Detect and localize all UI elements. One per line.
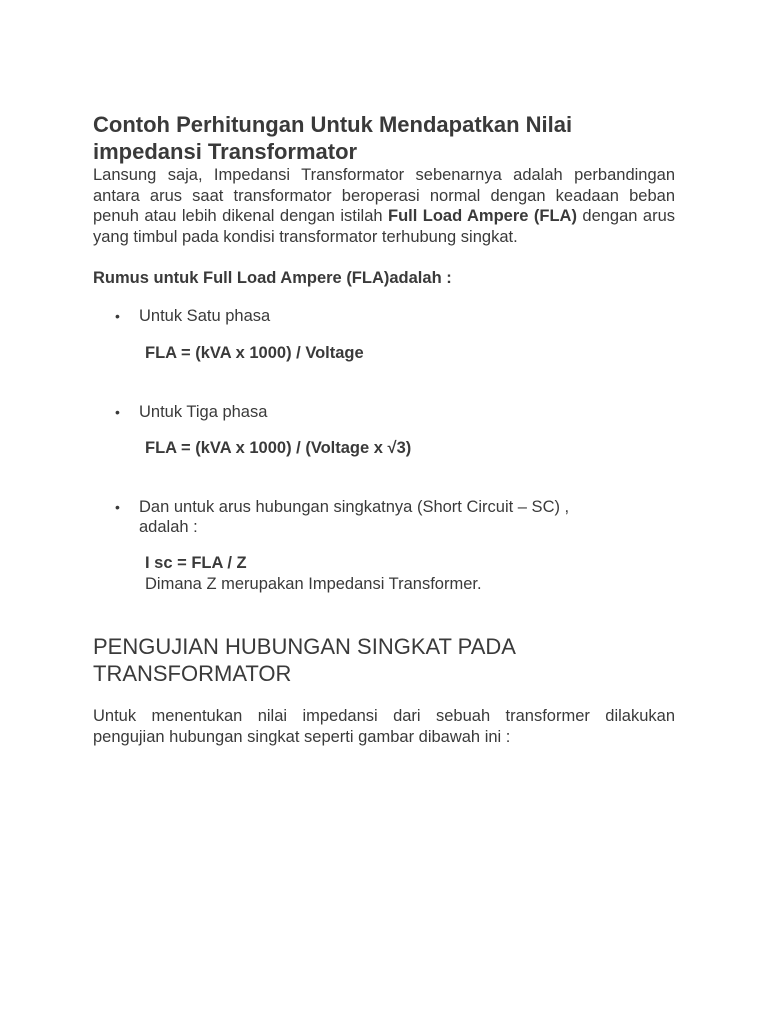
list-item-short-circuit bbox=[93, 497, 675, 538]
bullet-icon: • bbox=[115, 498, 120, 515]
formula-tiga-phasa: FLA = (kVA x 1000) / (Voltage x √3) bbox=[145, 439, 412, 458]
bullet-icon: • bbox=[115, 403, 120, 420]
formula-note: Dimana Z merupakan Impedansi Transformer. bbox=[145, 574, 482, 593]
page-title-line1: Contoh Perhitungan Untuk Mendapatkan Nilai bbox=[93, 112, 573, 137]
list-item-label-line1: Dan untuk arus hubungan singkatnya (Short Circuit – SC) , bbox=[139, 497, 570, 516]
intro-text: Lansung saja, Impedansi Transformator sebenarnya adalah perbandingan antara arus saat transformator beroperasi normal dengan keadaan beban penuh atau lebih dikenal dengan istilah bbox=[93, 166, 675, 226]
list-item-tiga-phasa bbox=[93, 402, 675, 423]
formula-short-circuit: I sc = FLA / Z bbox=[145, 553, 247, 572]
bullet-icon: • bbox=[115, 308, 120, 325]
list-item-label-line2: adalah : bbox=[139, 518, 198, 537]
formula-satu-phasa: FLA = (kVA x 1000) / Voltage bbox=[145, 343, 364, 362]
rumus-heading: Rumus untuk Full Load Ampere (FLA)adalah : bbox=[93, 269, 452, 288]
final-paragraph: Untuk menentukan nilai impedansi dari sebuah transformer dilakukan pengujian hubungan singkat seperti gambar dibawah ini : bbox=[93, 707, 675, 746]
intro-paragraph bbox=[93, 165, 675, 247]
list-item-label: Untuk Tiga phasa bbox=[139, 402, 268, 421]
page-title bbox=[93, 111, 675, 165]
intro-bold-term: Full Load Ampere (FLA) bbox=[388, 207, 577, 226]
intro-text-end: dengan arus yang timbul pada kondisi transformator terhubung singkat. bbox=[93, 207, 675, 246]
section-heading-line2: TRANSFORMATOR bbox=[93, 661, 292, 687]
page-title-line2: impedansi Transformator bbox=[93, 139, 358, 164]
section-heading bbox=[93, 633, 675, 687]
document-content bbox=[93, 111, 675, 747]
list-item-satu-phasa bbox=[93, 306, 675, 327]
list-item-label: Untuk Satu phasa bbox=[139, 307, 271, 326]
section-heading-line1: PENGUJIAN HUBUNGAN SINGKAT PADA bbox=[93, 634, 516, 660]
